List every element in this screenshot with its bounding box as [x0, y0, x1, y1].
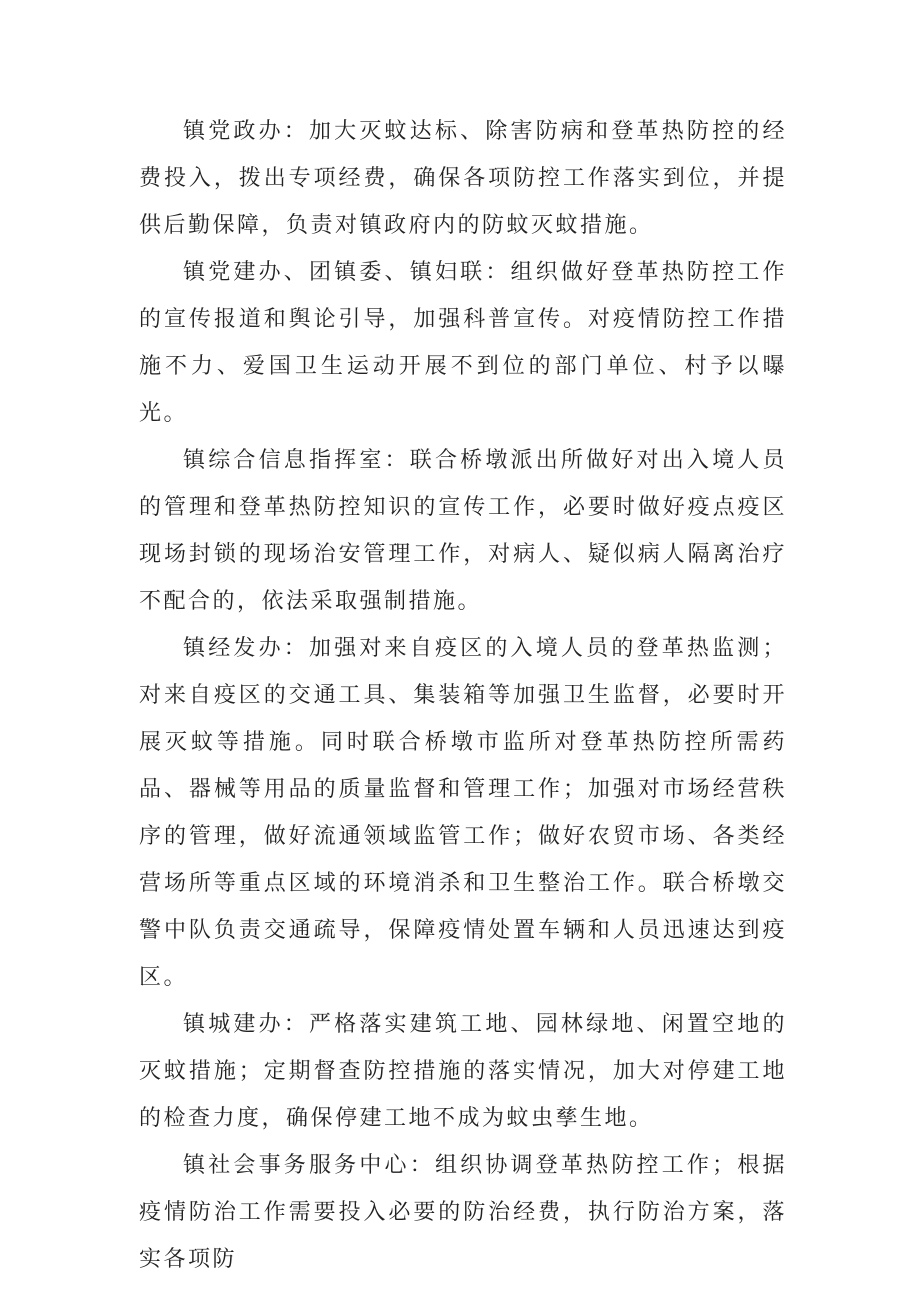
paragraph-urban-construction-office: 镇城建办：严格落实建筑工地、园林绿地、闲置空地的灭蚊措施；定期督查防控措施的落实情况，加大对停建工地的检查力度，确保停建工地不成为蚊虫孳生地。	[139, 1012, 787, 1131]
paragraph-command-room: 镇综合信息指挥室：联合桥墩派出所做好对出入境人员的管理和登革热防控知识的宣传工作，必要时做好疫点疫区现场封锁的现场治安管理工作，对病人、疑似病人隔离治疗不配合的，依法采取强制措施。	[139, 448, 787, 614]
paragraph-economic-office: 镇经发办：加强对来自疫区的入境人员的登革热监测；对来自疫区的交通工具、集装箱等加强卫生监督，必要时开展灭蚊等措施。同时联合桥墩市监所对登革热防控所需药品、器械等用品的质量监督和管理工作；加强对市场经营秩序的管理，做好流通领域监管工作；做好农贸市场、各类经营场所等重点区域的环境消杀和卫生整治工作。联合桥墩交警中队负责交通疏导，保障疫情处置车辆和人员迅速达到疫区。	[139, 636, 787, 990]
paragraph-party-office: 镇党政办：加大灭蚊达标、除害防病和登革热防控的经费投入，拨出专项经费，确保各项防控工作落实到位，并提供后勤保障，负责对镇政府内的防蚊灭蚊措施。	[139, 119, 787, 238]
document-body	[139, 108, 787, 1283]
paragraph-social-affairs-center: 镇社会事务服务中心：组织协调登革热防控工作；根据疫情防治工作需要投入必要的防治经费，执行防治方案，落实各项防	[139, 1153, 787, 1272]
paragraph-party-building-office: 镇党建办、团镇委、镇妇联：组织做好登革热防控工作的宣传报道和舆论引导，加强科普宣传。对疫情防控工作措施不力、爱国卫生运动开展不到位的部门单位、村予以曝光。	[139, 260, 787, 426]
